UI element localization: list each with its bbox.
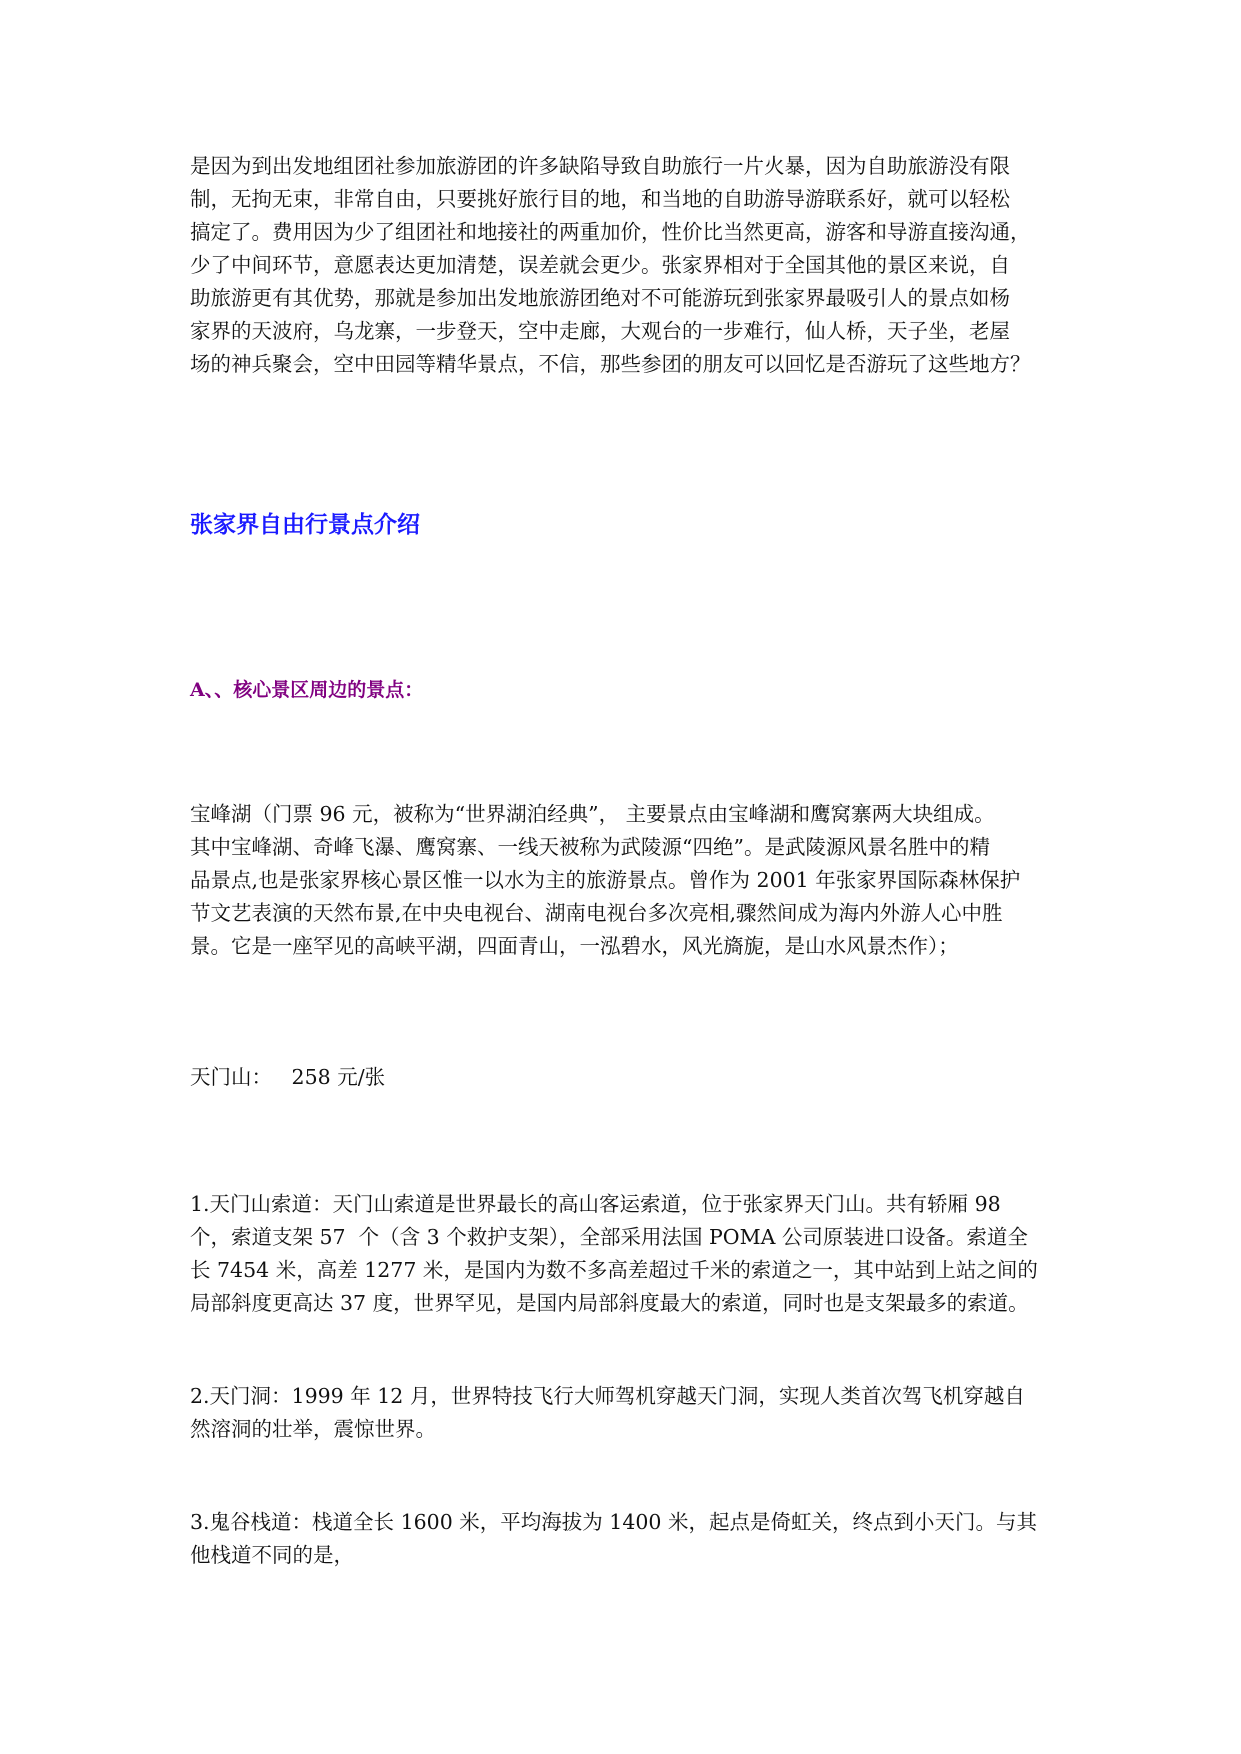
intro-paragraph [190,150,1060,381]
text-line: 2.天门洞：1999 年 12 月，世界特技飞行大师驾机穿越天门洞，实现人类首次驾飞机穿越自 [190,1384,1025,1408]
text-line: 节文艺表演的天然布景,在中央电视台、湖南电视台多次亮相,骤然间成为海内外游人心中胜 [190,901,1003,925]
item-tianmen-cave [190,1380,1060,1446]
text-line: 品景点,也是张家界核心景区惟一以水为主的旅游景点。曾作为 2001 年张家界国际森林保护 [190,868,1021,892]
text-line: 是因为到出发地组团社参加旅游团的许多缺陷导致自助旅行一片火暴，因为自助旅游没有限 [190,154,1010,178]
text-line: 少了中间环节，意愿表达更加清楚，误差就会更少。张家界相对于全国其他的景区来说，自 [190,253,1010,277]
text-line: 搞定了。费用因为少了组团社和地接社的两重加价，性价比当然更高，游客和导游直接沟通， [190,220,1031,244]
baofeng-lake-paragraph [190,798,1060,963]
text-line: 然溶洞的壮举，震惊世界。 [190,1417,436,1441]
text-line: 3.鬼谷栈道：栈道全长 1600 米，平均海拔为 1400 米，起点是倚虹关，终点到小天门。与其 [190,1510,1037,1534]
text-line: 景。它是一座罕见的高峡平湖，四面青山，一泓碧水，风光旖旎，是山水风景杰作）； [190,934,959,958]
text-line: 天门山： 258 元/张 [190,1065,386,1089]
section-title: 张家界自由行景点介绍 [190,512,420,538]
text-line: 长 7454 米，高差 1277 米，是国内为数不多高差超过千米的索道之一，其中站到上站之间的 [190,1258,1038,1282]
subsection-title: A、、核心景区周边的景点： [190,679,424,701]
text-line: 助旅游更有其优势，那就是参加出发地旅游团绝对不可能游玩到张家界最吸引人的景点如杨 [190,286,1010,310]
text-line: 局部斜度更高达 37 度，世界罕见，是国内局部斜度最大的索道，同时也是支架最多的索道。 [190,1291,1029,1315]
item-guigu-plank-road [190,1506,1060,1572]
text-line: 场的神兵聚会，空中田园等精华景点，不信，那些参团的朋友可以回忆是否游玩了这些地方？ [190,352,1031,376]
text-line: 他栈道不同的是， [190,1543,354,1567]
text-line: 其中宝峰湖、奇峰飞瀑、鹰窝寨、一线天被称为武陵源“四绝”。是武陵源风景名胜中的精 [190,835,990,859]
text-line: 制，无拘无束，非常自由，只要挑好旅行目的地，和当地的自助游导游联系好，就可以轻松 [190,187,1010,211]
text-line: 1.天门山索道：天门山索道是世界最长的高山客运索道，位于张家界天门山。共有轿厢 98 [190,1192,1001,1216]
text-line: 家界的天波府，乌龙寨，一步登天，空中走廊，大观台的一步难行，仙人桥，天子坐，老屋 [190,319,1010,343]
text-line: 宝峰湖（门票 96 元，被称为“世界湖泊经典”， 主要景点由宝峰湖和鹰窝寨两大块组成。 [190,802,995,826]
item-cableway [190,1188,1060,1320]
text-line: 个，索道支架 57 个（含 3 个救护支架），全部采用法国 POMA 公司原装进口设备。索道全 [190,1225,1028,1249]
tianmen-price [190,1061,1060,1094]
